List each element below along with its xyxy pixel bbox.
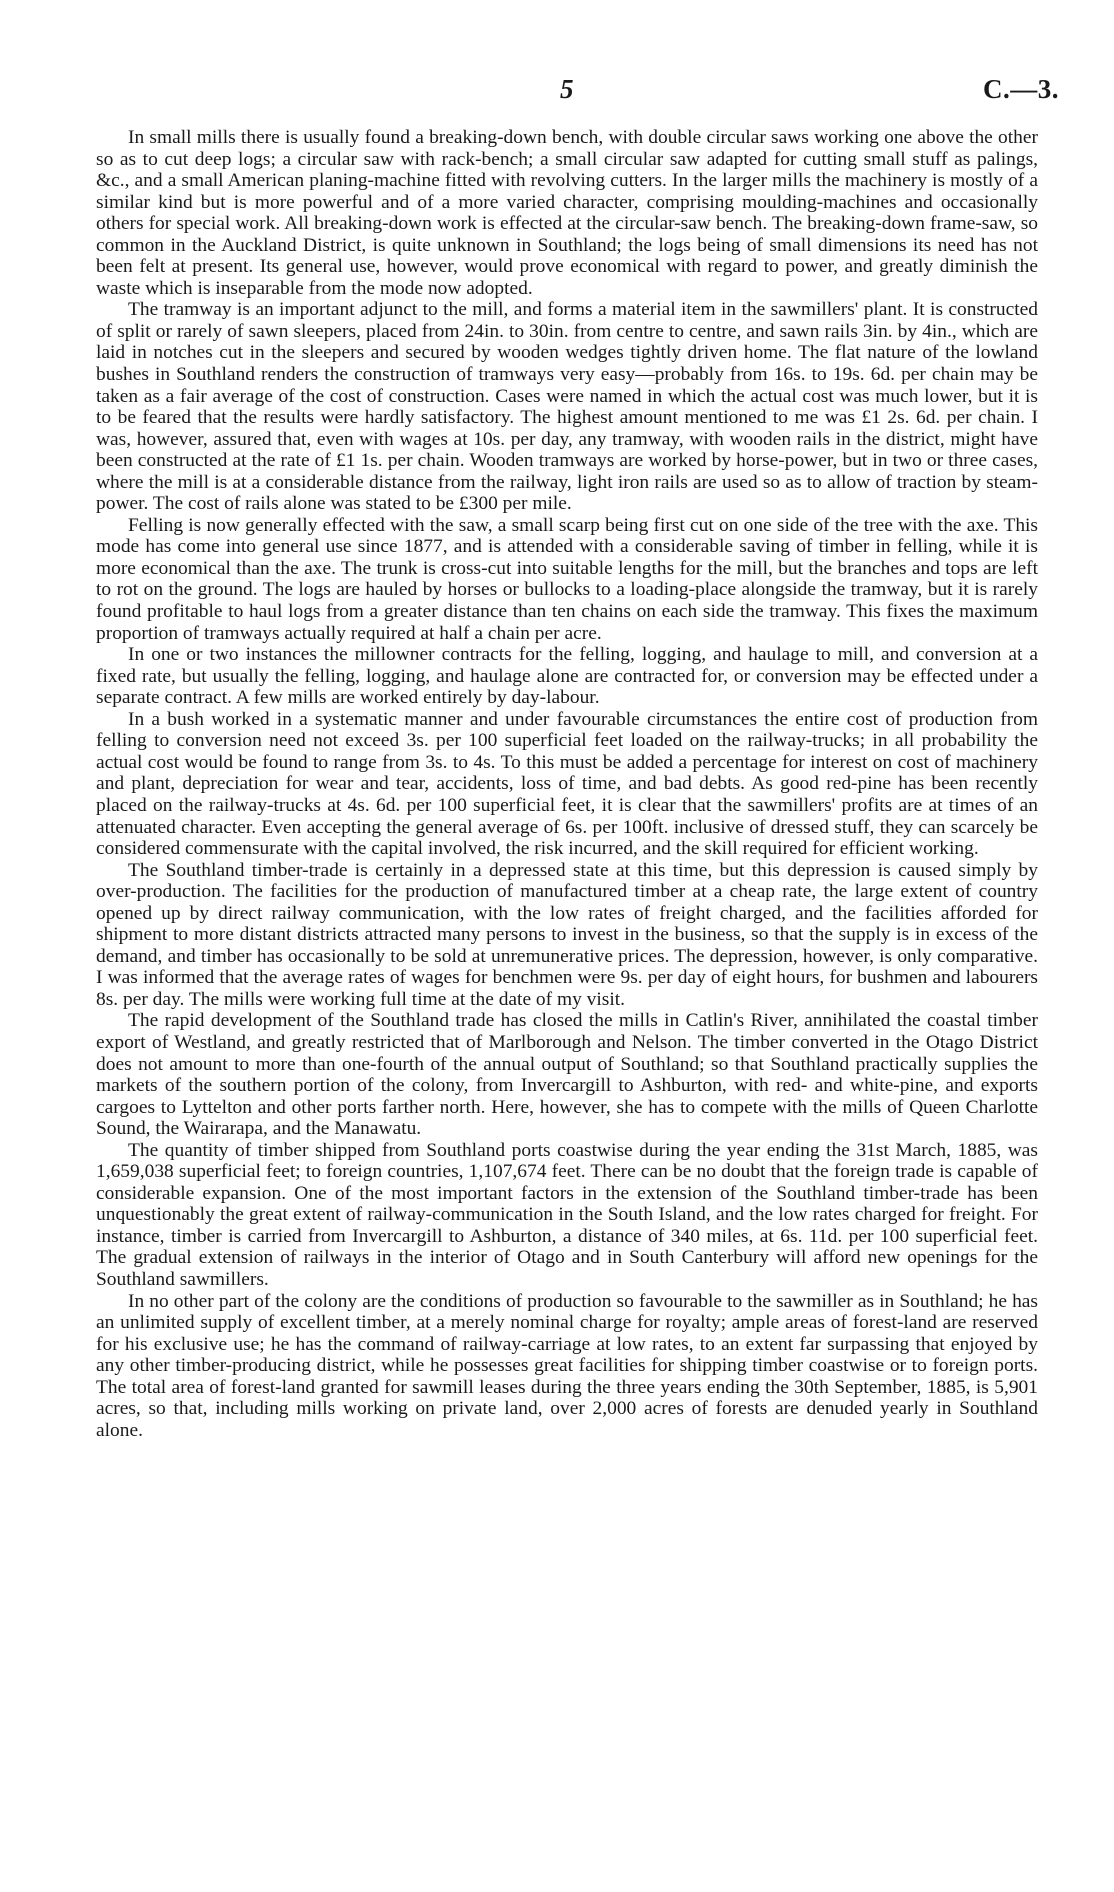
body-text <box>96 127 1038 1441</box>
paragraph-southland-development: The rapid development of the Southland trade has closed the mills in Catlin's River, annihilated the coastal timber export of Westland, and greatly restricted that of Marlborough and Nelson. The timber converted in the Otago District does not amount to more than one-fourth of the annual output of Southland; so that Southland practically supplies the markets of the southern portion of the colony, from Invercargill to Ashburton, with red- and white-pine, and exports cargoes to Lyttelton and other ports farther north. Here, however, she has to compete with the mills of Queen Charlotte Sound, the Wairarapa, and the Manawatu. <box>96 1010 1038 1140</box>
paragraph-production-cost: In a bush worked in a systematic manner and under favourable circumstances the entire cost of production from felling to conversion need not exceed 3s. per 100 superficial feet loaded on the railway-trucks; in all probability the actual cost would be found to range from 3s. to 4s. To this must be added a percentage for interest on cost of machinery and plant, depreciation for wear and tear, accidents, loss of time, and bad debts. As good red-pine has been recently placed on the railway-trucks at 4s. 6d. per 100 superficial feet, it is clear that the sawmillers' profits are at times of an attenuated character. Even accepting the general average of 6s. per 100ft. inclusive of dressed stuff, they can scarcely be considered commensurate with the capital involved, the risk incurred, and the skill required for efficient working. <box>96 708 1038 860</box>
paragraph-conditions: In no other part of the colony are the conditions of production so favourable to the sawmiller as in Southland; he has an unlimited supply of excellent timber, at a merely nominal charge for royalty; ample areas of forest-land are reserved for his exclusive use; he has the command of railway-carriage at low rates, to an extent far surpassing that enjoyed by any other timber-producing district, while he possesses great facilities for shipping timber coastwise or to foreign ports. The total area of forest-land granted for sawmill leases during the three years ending the 30th September, 1885, is 5,901 acres, so that, including mills working on private land, over 2,000 acres of forests are denuded yearly in Southland alone. <box>96 1290 1038 1441</box>
paragraph-tramway: The tramway is an important adjunct to the mill, and forms a material item in the sawmillers' plant. It is constructed of split or rarely of sawn sleepers, placed from 24in. to 30in. from centre to centre, and sawn rails 3in. by 4in., which are laid in notches cut in the sleepers and secured by wooden wedges tightly driven home. The flat nature of the lowland bushes in Southland renders the construction of tramways very easy—probably from 16s. to 19s. 6d. per chain may be taken as a fair average of the cost of construction. Cases were named in which the actual cost was much lower, but it is to be feared that the results were hardly satisfactory. The highest amount mentioned to me was £1 2s. 6d. per chain. I was, however, assured that, even with wages at 10s. per day, any tramway, with wooden rails in the district, might have been constructed at the rate of £1 1s. per chain. Wooden tramways are worked by horse-power, but in two or three cases, where the mill is at a considerable distance from the railway, light iron rails are used so as to allow of traction by steam-power. The cost of rails alone was stated to be £300 per mile. <box>96 299 1038 515</box>
paragraph-shipments: The quantity of timber shipped from Southland ports coastwise during the year ending the 31st March, 1885, was 1,659,038 superficial feet; to foreign countries, 1,107,674 feet. There can be no doubt that the foreign trade is capable of considerable expansion. One of the most important factors in the extension of the Southland timber-trade has been unquestionably the great extent of railway-communication in the South Island, and the low rates charged for freight. For instance, timber is carried from Invercargill to Ashburton, a distance of 340 miles, at 6s. 11d. per 100 superficial feet. The gradual extension of railways in the interior of Otago and in South Canterbury will afford new openings for the Southland sawmillers. <box>96 1139 1038 1290</box>
paragraph-contracts: In one or two instances the millowner contracts for the felling, logging, and haulage to mill, and conversion at a fixed rate, but usually the felling, logging, and haulage alone are contracted for, or conversion may be effected under a separate contract. A few mills are worked entirely by day-labour. <box>96 644 1038 709</box>
paragraph-felling: Felling is now generally effected with the saw, a small scarp being first cut on one side of the tree with the axe. This mode has come into general use since 1877, and is attended with a considerable saving of timber in felling, while it is more economical than the axe. The trunk is cross-cut into suitable lengths for the mill, but the branches and tops are left to rot on the ground. The logs are hauled by horses or bullocks to a loading-place alongside the tramway, but it is rarely found profitable to haul logs from a greater distance than ten chains on each side the tramway. This fixes the maximum proportion of tramways actually required at half a chain per acre. <box>96 514 1038 644</box>
paragraph-timber-trade: The Southland timber-trade is certainly in a depressed state at this time, but this depression is caused simply by over-production. The facilities for the production of manufactured timber at a cheap rate, the large extent of country opened up by direct railway communication, with the low rates of freight charged, and the facilities afforded for shipment to more distant districts attracted many persons to invest in the business, so that the supply is in excess of the demand, and timber has occasionally to be sold at unremunerative prices. The depression, however, is only comparative. I was informed that the average rates of wages for benchmen were 9s. per day of eight hours, for bushmen and labourers 8s. per day. The mills were working full time at the date of my visit. <box>96 859 1038 1010</box>
paragraph-mill-machinery: In small mills there is usually found a breaking-down bench, with double circular saws working one above the other so as to cut deep logs; a circular saw with rack-bench; a small circular saw adapted for cutting small stuff as palings, &c., and a small American planing-machine fitted with revolving cutters. In the larger mills the machinery is mostly of a similar kind but is more powerful and of a more varied character, comprising moulding-machines and occasionally others for special work. All breaking-down work is effected at the circular-saw bench. The breaking-down frame-saw, so common in the Auckland District, is quite unknown in Southland; the logs being of small dimensions its need has not been felt at present. Its general use, however, would prove economical with regard to power, and greatly diminish the waste which is inseparable from the mode now adopted. <box>96 127 1038 299</box>
document-reference: C.—3. <box>983 74 1059 104</box>
page-number: 5 <box>560 74 574 104</box>
